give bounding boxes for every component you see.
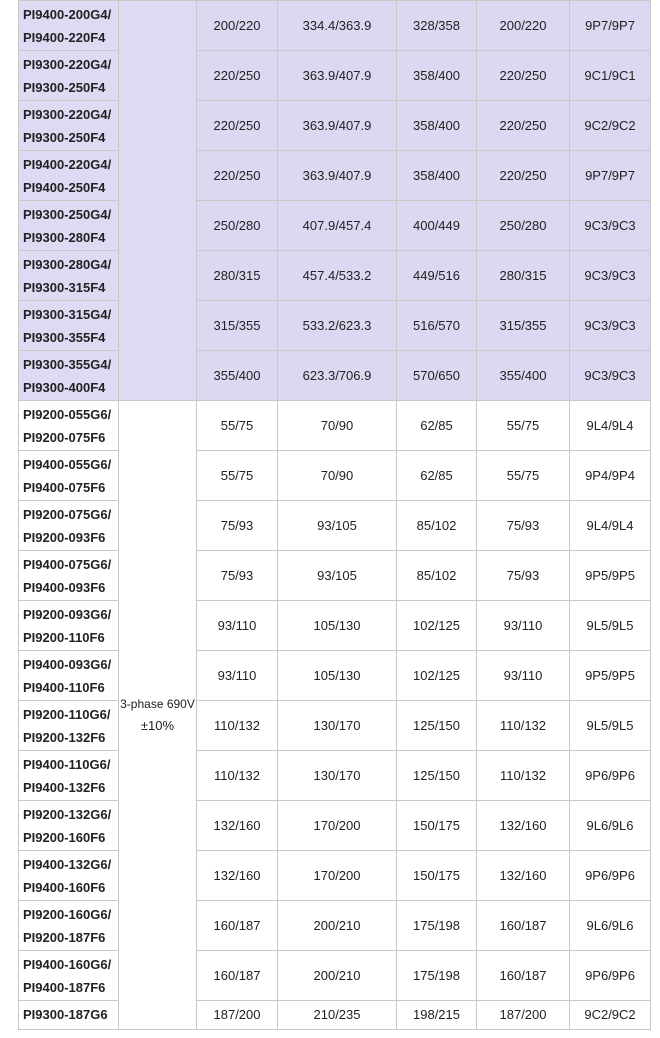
- table-cell: 130/170: [278, 751, 397, 801]
- table-row: [19, 251, 651, 301]
- table-cell: 75/93: [477, 551, 570, 601]
- table-cell: 220/250: [477, 51, 570, 101]
- model-line-1: PI9300-355G4/: [23, 356, 112, 372]
- table-row: [19, 851, 651, 901]
- model-cell: [19, 201, 119, 251]
- table-cell: 75/93: [197, 501, 278, 551]
- table-cell: 110/132: [477, 751, 570, 801]
- table-cell: 132/160: [197, 851, 278, 901]
- table-cell: 175/198: [397, 951, 477, 1001]
- table-cell: 407.9/457.4: [278, 201, 397, 251]
- model-line-1: PI9200-075G6/: [23, 506, 112, 522]
- model-line-1: PI9200-132G6/: [23, 806, 112, 822]
- voltage-cell-group-2: [119, 401, 197, 1030]
- model-cell: [19, 751, 119, 801]
- model-line-2: PI9300-250F4: [23, 79, 106, 95]
- table-row: [19, 301, 651, 351]
- table-cell: 9P7/9P7: [570, 151, 651, 201]
- table-row: [19, 651, 651, 701]
- table-cell: 220/250: [197, 151, 278, 201]
- model-cell: [19, 1, 119, 51]
- model-line-1: PI9200-093G6/: [23, 606, 112, 622]
- model-cell: [19, 851, 119, 901]
- table-cell: 9P4/9P4: [570, 451, 651, 501]
- table-cell: 62/85: [397, 401, 477, 451]
- table-cell: 198/215: [397, 1001, 477, 1030]
- table-cell: 280/315: [197, 251, 278, 301]
- table-cell: 93/110: [197, 651, 278, 701]
- table-cell: 9L6/9L6: [570, 901, 651, 951]
- model-line-2: PI9200-187F6: [23, 929, 106, 945]
- table-cell: 9C3/9C3: [570, 251, 651, 301]
- table-cell: 315/355: [477, 301, 570, 351]
- table-cell: 9C3/9C3: [570, 351, 651, 401]
- table-cell: 132/160: [477, 801, 570, 851]
- model-line-2: PI9300-400F4: [23, 379, 106, 395]
- model-line-2: PI9200-075F6: [23, 429, 106, 445]
- table-cell: 363.9/407.9: [278, 51, 397, 101]
- table-cell: 55/75: [197, 401, 278, 451]
- model-cell: [19, 351, 119, 401]
- voltage-tolerance: ±10%: [140, 718, 175, 733]
- table-cell: 102/125: [397, 601, 477, 651]
- table-cell: 315/355: [197, 301, 278, 351]
- table-cell: 9L6/9L6: [570, 801, 651, 851]
- table-cell: 220/250: [477, 101, 570, 151]
- table-cell: 110/132: [197, 701, 278, 751]
- table-cell: 9P6/9P6: [570, 851, 651, 901]
- table-cell: 9C3/9C3: [570, 301, 651, 351]
- model-cell: [19, 1001, 119, 1030]
- model-line-2: PI9400-075F6: [23, 479, 106, 495]
- table-cell: 9L5/9L5: [570, 701, 651, 751]
- table-row: [19, 1001, 651, 1030]
- table-cell: 160/187: [197, 901, 278, 951]
- table-row: [19, 951, 651, 1001]
- model-line-1: PI9300-315G4/: [23, 306, 112, 322]
- table-cell: 105/130: [278, 651, 397, 701]
- model-line-1: PI9300-220G4/: [23, 56, 112, 72]
- voltage-cell-group-1: [119, 1, 197, 401]
- table-cell: 9L5/9L5: [570, 601, 651, 651]
- model-line-1: PI9200-055G6/: [23, 406, 112, 422]
- model-line-1: PI9400-132G6/: [23, 856, 112, 872]
- drive-spec-table: [18, 0, 651, 1030]
- model-cell: [19, 251, 119, 301]
- table-cell: 160/187: [197, 951, 278, 1001]
- table-cell: 449/516: [397, 251, 477, 301]
- table-cell: 400/449: [397, 201, 477, 251]
- table-cell: 516/570: [397, 301, 477, 351]
- table-row: [19, 501, 651, 551]
- table-cell: 250/280: [197, 201, 278, 251]
- table-cell: 9P5/9P5: [570, 551, 651, 601]
- model-cell: [19, 901, 119, 951]
- table-cell: 125/150: [397, 751, 477, 801]
- table-cell: 200/220: [197, 1, 278, 51]
- table-row: [19, 701, 651, 751]
- model-cell: [19, 451, 119, 501]
- model-line-1: PI9300-187G6: [23, 1007, 108, 1022]
- voltage-label: 3-phase 690V: [120, 697, 195, 711]
- table-cell: 9L4/9L4: [570, 501, 651, 551]
- model-line-1: PI9400-093G6/: [23, 656, 112, 672]
- model-cell: [19, 951, 119, 1001]
- table-row: [19, 901, 651, 951]
- model-line-2: PI9200-160F6: [23, 829, 106, 845]
- table-row: [19, 601, 651, 651]
- table-cell: 187/200: [477, 1001, 570, 1030]
- table-cell: 175/198: [397, 901, 477, 951]
- model-line-1: PI9400-075G6/: [23, 556, 112, 572]
- model-line-2: PI9300-315F4: [23, 279, 106, 295]
- table-row: [19, 401, 651, 451]
- table-cell: 93/105: [278, 501, 397, 551]
- model-line-2: PI9400-093F6: [23, 579, 106, 595]
- table-cell: 220/250: [197, 101, 278, 151]
- table-cell: 334.4/363.9: [278, 1, 397, 51]
- table-cell: 328/358: [397, 1, 477, 51]
- model-line-1: PI9200-110G6/: [23, 706, 111, 722]
- table-cell: 457.4/533.2: [278, 251, 397, 301]
- table-cell: 85/102: [397, 551, 477, 601]
- table-cell: 75/93: [197, 551, 278, 601]
- table-cell: 93/110: [477, 601, 570, 651]
- table-cell: 200/210: [278, 901, 397, 951]
- table-cell: 160/187: [477, 951, 570, 1001]
- model-line-2: PI9200-132F6: [23, 729, 106, 745]
- model-line-2: PI9200-093F6: [23, 529, 106, 545]
- table-cell: 210/235: [278, 1001, 397, 1030]
- table-cell: 355/400: [477, 351, 570, 401]
- model-cell: [19, 601, 119, 651]
- table-cell: 358/400: [397, 151, 477, 201]
- table-cell: 9P6/9P6: [570, 951, 651, 1001]
- table-cell: 200/210: [278, 951, 397, 1001]
- model-line-2: PI9300-250F4: [23, 129, 106, 145]
- table-cell: 170/200: [278, 851, 397, 901]
- model-line-2: PI9300-280F4: [23, 229, 106, 245]
- table-cell: 55/75: [477, 401, 570, 451]
- table-cell: 533.2/623.3: [278, 301, 397, 351]
- table-cell: 75/93: [477, 501, 570, 551]
- table-cell: 200/220: [477, 1, 570, 51]
- table-cell: 105/130: [278, 601, 397, 651]
- model-cell: [19, 301, 119, 351]
- model-cell: [19, 551, 119, 601]
- model-line-2: PI9200-110F6: [23, 629, 105, 645]
- model-line-1: PI9400-200G4/: [23, 6, 112, 22]
- table-cell: 280/315: [477, 251, 570, 301]
- table-cell: 9C2/9C2: [570, 101, 651, 151]
- model-line-1: PI9400-220G4/: [23, 156, 112, 172]
- table-cell: 55/75: [477, 451, 570, 501]
- table-row: [19, 101, 651, 151]
- table-cell: 570/650: [397, 351, 477, 401]
- table-cell: 363.9/407.9: [278, 101, 397, 151]
- table-cell: 160/187: [477, 901, 570, 951]
- table-row: [19, 551, 651, 601]
- model-line-1: PI9200-160G6/: [23, 906, 112, 922]
- table-cell: 125/150: [397, 701, 477, 751]
- table-cell: 85/102: [397, 501, 477, 551]
- table-cell: 110/132: [197, 751, 278, 801]
- table-row: [19, 51, 651, 101]
- table-cell: 358/400: [397, 51, 477, 101]
- model-cell: [19, 801, 119, 851]
- table-cell: 132/160: [477, 851, 570, 901]
- model-line-1: PI9300-250G4/: [23, 206, 112, 222]
- table-cell: 132/160: [197, 801, 278, 851]
- table-cell: 102/125: [397, 651, 477, 701]
- spec-table-body: [19, 1, 651, 1030]
- model-cell: [19, 51, 119, 101]
- model-line-2: PI9400-110F6: [23, 679, 105, 695]
- table-cell: 110/132: [477, 701, 570, 751]
- table-cell: 9C3/9C3: [570, 201, 651, 251]
- table-cell: 9P6/9P6: [570, 751, 651, 801]
- model-cell: [19, 401, 119, 451]
- model-cell: [19, 151, 119, 201]
- model-line-2: PI9400-250F4: [23, 179, 106, 195]
- table-cell: 220/250: [197, 51, 278, 101]
- table-cell: 93/110: [197, 601, 278, 651]
- model-cell: [19, 101, 119, 151]
- table-cell: 9C1/9C1: [570, 51, 651, 101]
- table-row: [19, 801, 651, 851]
- table-cell: 70/90: [278, 451, 397, 501]
- model-cell: [19, 501, 119, 551]
- table-cell: 9P5/9P5: [570, 651, 651, 701]
- model-line-2: PI9400-187F6: [23, 979, 106, 995]
- table-row: [19, 201, 651, 251]
- model-line-1: PI9400-160G6/: [23, 956, 112, 972]
- model-line-2: PI9400-160F6: [23, 879, 106, 895]
- table-cell: 9L4/9L4: [570, 401, 651, 451]
- table-cell: 250/280: [477, 201, 570, 251]
- table-cell: 93/105: [278, 551, 397, 601]
- table-cell: 623.3/706.9: [278, 351, 397, 401]
- model-line-1: PI9300-220G4/: [23, 106, 112, 122]
- table-cell: 358/400: [397, 101, 477, 151]
- table-cell: 150/175: [397, 851, 477, 901]
- table-row: [19, 451, 651, 501]
- table-row: [19, 1, 651, 51]
- table-row: [19, 351, 651, 401]
- table-cell: 70/90: [278, 401, 397, 451]
- table-row: [19, 751, 651, 801]
- table-cell: 55/75: [197, 451, 278, 501]
- table-cell: 355/400: [197, 351, 278, 401]
- model-line-1: PI9400-055G6/: [23, 456, 112, 472]
- table-cell: 9C2/9C2: [570, 1001, 651, 1030]
- model-line-2: PI9300-355F4: [23, 329, 106, 345]
- table-cell: 170/200: [278, 801, 397, 851]
- table-row: [19, 151, 651, 201]
- table-cell: 220/250: [477, 151, 570, 201]
- model-cell: [19, 651, 119, 701]
- table-cell: 150/175: [397, 801, 477, 851]
- table-cell: 9P7/9P7: [570, 1, 651, 51]
- model-line-2: PI9400-220F4: [23, 29, 106, 45]
- model-line-1: PI9400-110G6/: [23, 756, 111, 772]
- model-line-2: PI9400-132F6: [23, 779, 106, 795]
- table-cell: 93/110: [477, 651, 570, 701]
- table-cell: 62/85: [397, 451, 477, 501]
- table-cell: 363.9/407.9: [278, 151, 397, 201]
- model-line-1: PI9300-280G4/: [23, 256, 112, 272]
- table-cell: 187/200: [197, 1001, 278, 1030]
- model-cell: [19, 701, 119, 751]
- table-cell: 130/170: [278, 701, 397, 751]
